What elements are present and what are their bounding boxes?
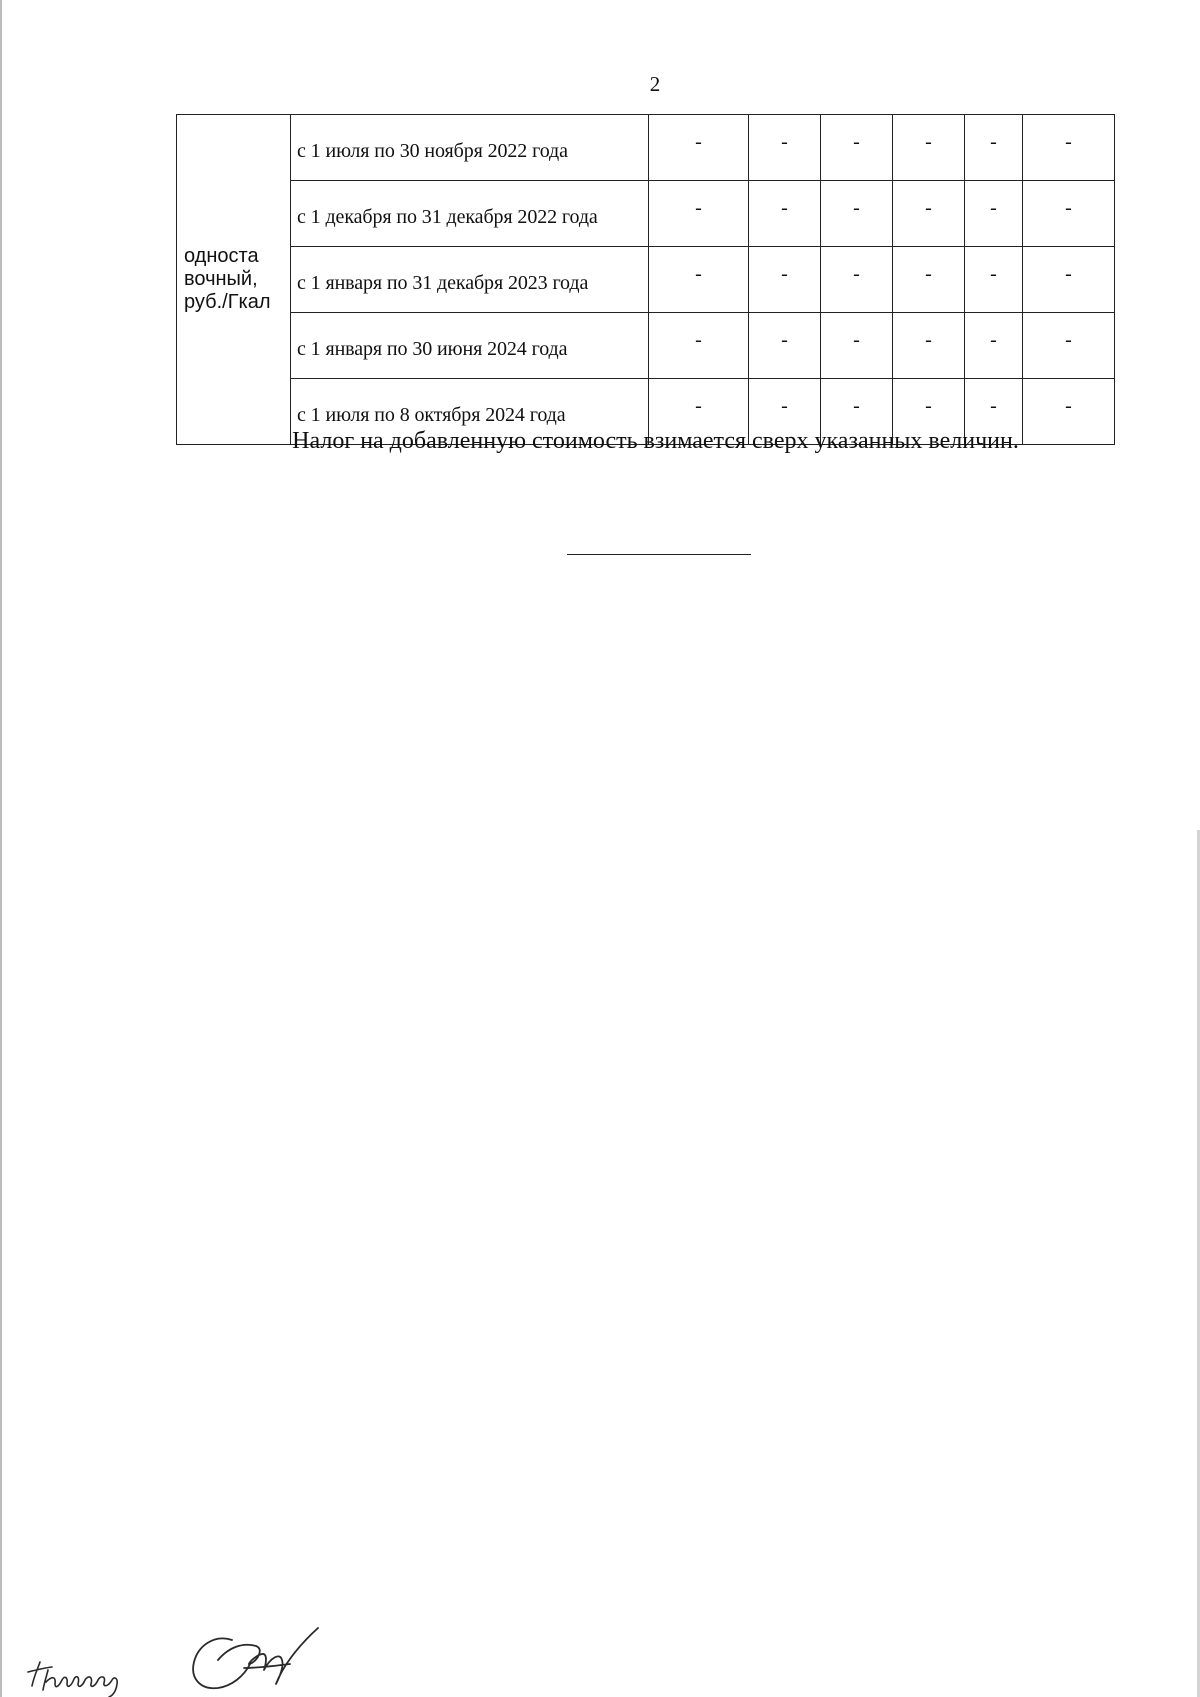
scan-edge-left	[0, 0, 2, 1697]
page-number: 2	[649, 72, 661, 96]
value-cell: -	[821, 247, 893, 313]
value-cell: -	[893, 181, 965, 247]
value-cell: -	[1023, 247, 1115, 313]
value-cell: -	[649, 313, 749, 379]
value-cell: -	[649, 115, 749, 181]
initials-signature	[28, 1662, 117, 1697]
period-cell: с 1 июля по 30 ноября 2022 года	[291, 115, 649, 181]
value-cell: -	[821, 181, 893, 247]
unit-label-cell	[177, 115, 291, 445]
value-cell: -	[1023, 181, 1115, 247]
value-cell: -	[893, 247, 965, 313]
table-row	[177, 247, 1115, 313]
value-cell: -	[749, 313, 821, 379]
value-cell: -	[1023, 313, 1115, 379]
value-cell: -	[749, 181, 821, 247]
value-cell: -	[649, 247, 749, 313]
unit-label-line: односта	[184, 245, 259, 267]
vat-note: Налог на добавленную стоимость взимается сверх указанных величин.	[292, 428, 1019, 454]
period-cell: с 1 января по 30 июня 2024 года	[291, 313, 649, 379]
value-cell: -	[893, 313, 965, 379]
value-cell: -	[749, 115, 821, 181]
value-cell: -	[649, 379, 749, 445]
value-cell: -	[749, 379, 821, 445]
value-cell: -	[1023, 379, 1115, 445]
period-cell: с 1 июля по 8 октября 2024 года	[291, 379, 649, 445]
value-cell: -	[649, 181, 749, 247]
value-cell: -	[965, 181, 1023, 247]
value-cell: -	[821, 379, 893, 445]
value-cell: -	[893, 115, 965, 181]
period-cell: с 1 января по 31 декабря 2023 года	[291, 247, 649, 313]
value-cell: -	[965, 247, 1023, 313]
table-row	[177, 115, 1115, 181]
signature-area	[18, 1620, 348, 1697]
value-cell: -	[965, 115, 1023, 181]
period-cell: с 1 декабря по 31 декабря 2022 года	[291, 181, 649, 247]
value-cell: -	[749, 247, 821, 313]
unit-label-line: руб./Гкал	[184, 291, 271, 313]
value-cell: -	[821, 115, 893, 181]
handwritten-signature	[193, 1628, 318, 1688]
value-cell: -	[1023, 115, 1115, 181]
value-cell: -	[965, 313, 1023, 379]
value-cell: -	[965, 379, 1023, 445]
value-cell: -	[893, 379, 965, 445]
end-rule	[567, 554, 751, 555]
table-row	[177, 181, 1115, 247]
unit-label-line: вочный,	[184, 268, 258, 290]
table-row	[177, 313, 1115, 379]
value-cell: -	[821, 313, 893, 379]
tariff-table	[176, 114, 1115, 445]
